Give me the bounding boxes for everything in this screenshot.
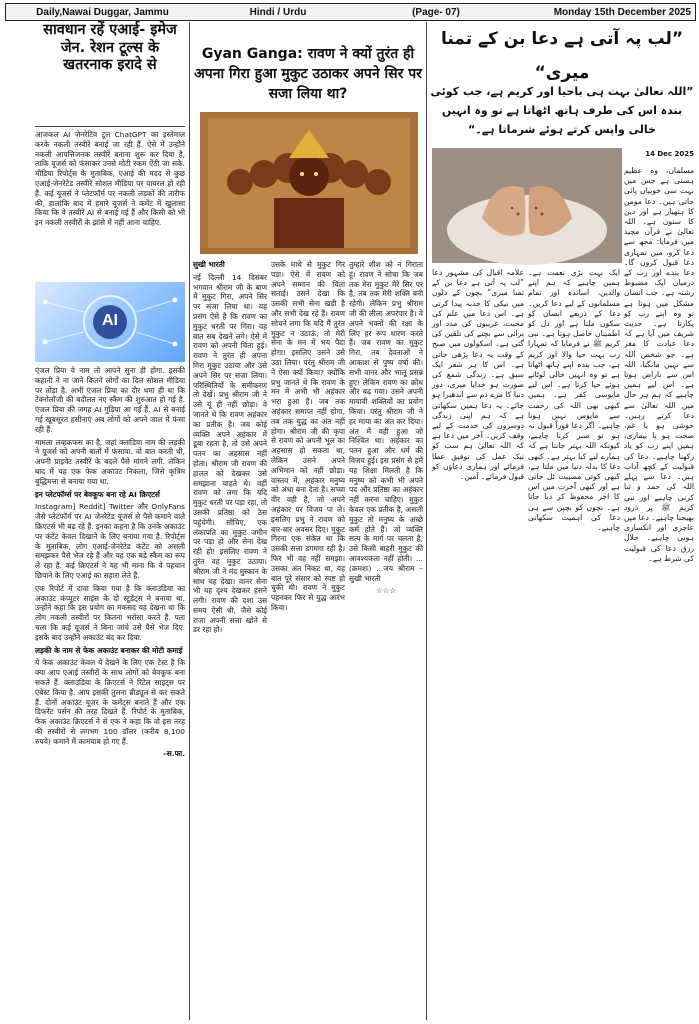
left-headline: सावधान रहें एआई- इमेज जेन. रेशन टूल्स के खतरनाक इरादे से: [43, 22, 177, 73]
right-subhead: ”اللہ تعالیٰ بہت ہی باحیا اور کریم ہے، جب کوئی بندہ اس کی طرف ہاتھ اٹھاتا ہے تو وہ انہیں خالی واپس کرتے ہوئے شرماتا ہے۔“: [430, 85, 694, 136]
middle-text-2: उसके माथे से मुकुट गिर पड़ा। ऐसे में रावण को अपने सम्मान की चिंता सताई। उसने देखा कि उसकी सभी सेना खड़ी है और सभी देख रहे हैं। रावण सोचने लगा कि यदि मैं तुरंत मुकुट न उठाऊं, तो मेरी सेना के मन में भय पैदा होगा। इसलिए उसने उसे उठा लिया। परंतु श्रीराम जी ने ऐसा क्यों किया? क्योंकि प्रभु जानते थे कि रावण के मन में अभी भी अहंकार भरा हुआ है। जब तक अहंकार समाप्त नहीं होगा, तब तक युद्ध का अंत नहीं होगा। श्रीराम जी की कृपा से रावण को अपनी भूल का अहसास हो सकता था, लेकिन उसने अपने अभिमान को नहीं छोड़ा। वास्तव में, अहंकार मनुष्य को अंधा बना देता है। सच्चा वीर वही है, जो अपने अहंकार पर विजय पा ले। इसलिए प्रभु ने रावण को बार-बार अवसर दिए। मुकुट गिरना एक संकेत था कि उसकी सत्ता डगमगा रही है। फिर भी वह नहीं समझा। उसका अंत निकट था, यह बात पूरे संसार को स्पष्ट हो चुकी थी। रावण ने मुकुट पहनकर फिर से युद्ध आरंभ किया।: [271, 260, 345, 612]
middle-end-mark: ☆☆☆: [376, 586, 396, 596]
middle-headline-box: [193, 44, 423, 108]
middle-col-2: [271, 260, 345, 1020]
middle-text-3: तुम्हारे शीश को न गिराता हूं। रावण ने सोचा कि जब तक मेरा मुकुट मेरे सिर पर है, तब तक मेरी शक्ति बनी रहेगी। लेकिन प्रभु श्रीराम जी की लीला अपरंपार है। वे अपने भक्तों की रक्षा के लिए हर रूप धारण करते हैं। जब रावण का मुकुट गिरा, तब देवताओं ने आकाश से पुष्प वर्षा की। सभी वानर और भालू प्रसन्न हुए। लेकिन रावण का क्रोध और बढ़ गया। उसने अपनी मायावी शक्तियों का प्रयोग किया। परंतु श्रीराम जी ने हर माया का अंत कर दिया। अंत में वही हुआ जो निश्चित था। अहंकार का पतन हुआ और धर्म की विजय हुई। इस प्रसंग से हमें यह शिक्षा मिलती है कि मनुष्य को कभी भी अपने पद और प्रतिष्ठा का अहंकार नहीं करना चाहिए। मुकुट केवल एक प्रतीक है, असली मुकुट तो मनुष्य के अच्छे कर्म होते हैं। जो व्यक्ति सत्य के मार्ग पर चलता है, उसे किसी बाहरी मुकुट की आवश्यकता नहीं होती। ... (क्रमशः) ...जय श्रीराम –सुखी भारती: [349, 260, 423, 583]
left-subhead-1: इन प्लेटफॉर्म्स पर बेवकूफ बना रहे AI क्रिएटर्स: [35, 489, 160, 499]
headline-underline: [35, 126, 185, 127]
masthead: [5, 3, 696, 21]
middle-byline: सुखी भारती: [193, 260, 225, 269]
left-signoff: –स.फा.: [163, 749, 185, 759]
left-subhead-2: लड़की के नाम से फेक अकाउंट बनाकर की मोटी कमाई: [35, 645, 183, 655]
right-col-outer: [624, 166, 694, 1020]
right-text-inner: علامہ اقبال کی مشہور دعا ”لب پہ آتی ہے دعا بن کے تمنا میری“ بچوں کے دلوں میں نیکی کا جذبہ پیدا کرتی ہے۔ اس دعا میں علم کی محبت، غریبوں کی مدد اور برائی سے بچنے کی تلقین کی گئی ہے۔ اسکولوں میں صبح کے وقت یہ دعا پڑھی جاتی ہے۔ اس کا ہر شعر ایک سبق ہے۔ زندگی شمع کی صورت ہو خدایا میری، دور دنیا کا مرے دم سے اندھیرا ہو جائے۔ یہ دعا ہمیں سکھاتی ہے کہ ہم اپنی زندگی دوسروں کی خدمت کے لیے وقف کریں۔ آخر میں دعا ہے کہ اللہ تعالیٰ ہم سب کو نیک عمل کی توفیق عطا فرمائے اور ہماری دعاؤں کو قبول فرمائے۔ آمین۔: [432, 268, 524, 482]
right-headline-box: [430, 22, 694, 83]
right-col-mid: [528, 268, 620, 1018]
right-headline: ”لب پہ آتی ہے دعا بن کے تمنا میری“: [440, 29, 683, 83]
dua-hands-image: [432, 148, 622, 263]
middle-col-1: [193, 260, 267, 1020]
middle-col-3: [349, 260, 423, 1020]
middle-headline: Gyan Ganga: रावण ने क्यों तुरंत ही अपना गिरा हुआ मुकुट उठाकर अपने सिर पर सजा लिया था?: [194, 46, 422, 102]
right-date: 14 Dec 2025: [645, 150, 694, 158]
ravana-ten-heads-icon: [200, 112, 418, 254]
right-text-mid: ایک بہت بڑی نعمت ہے۔ ہمیں چاہیے کہ ہم اپنے والدین، اساتذہ اور تمام مسلمانوں کے لیے دعا کریں۔ دعا کے ذریعے انسان کو سکون ملتا ہے اور دل کو اطمینان حاصل ہوتا ہے۔ نبی کریم ﷺ نے فرمایا کہ تمہارا رب بہت حیا والا اور کریم ہے، جب بندہ اپنے ہاتھ اٹھاتا ہے تو وہ انہیں خالی لوٹاتے ہوئے حیا کرتا ہے۔ اس لیے مایوسی کفر ہے۔ ہمیں کبھی بھی اللہ کی رحمت سے مایوس نہیں ہونا چاہیے۔ اگر دعا فوراً قبول نہ ہو تو صبر کرنا چاہیے، کیونکہ اللہ بہتر جانتا ہے کہ ہمارے لیے کیا بہتر ہے۔ کبھی دعا کا بدلہ دنیا میں ملتا ہے، کبھی کوئی مصیبت ٹل جاتی ہے اور کبھی آخرت میں اس کا اجر محفوظ کر دیا جاتا ہے۔ بچوں کو بچپن سے ہی دعا کی اہمیت سکھانی چاہیے۔: [528, 268, 620, 533]
right-text-outer: مسلمان، وہ عظیم ہستی ہے جس میں بہت سی خوبیاں پائی جاتی ہیں۔ دعا مومن کا ہتھیار ہے اور دین کا ستون ہے۔ اللہ تعالیٰ نے قرآن مجید میں فرمایا: مجھ سے دعا کرو، میں تمہاری دعا قبول کروں گا۔ دعا بندے اور رب کے درمیان ایک مضبوط رشتہ ہے۔ جب انسان مشکل میں ہوتا ہے تو وہ اپنے رب کو پکارتا ہے۔ حدیث شریف میں آیا ہے کہ دعا عبادت کا مغز ہے۔ جو شخص اللہ سے نہیں مانگتا، اللہ اس سے ناراض ہوتا ہے۔ اس لیے ہمیں چاہیے کہ ہم ہر حال میں اللہ تعالیٰ سے دعا کرتے رہیں۔ خوشی ہو یا غم، صحت ہو یا بیماری، ہمیں اپنے رب کو یاد رکھنا چاہیے۔ دعا کی قبولیت کے کچھ آداب ہیں۔ دعا سے پہلے اللہ کی حمد و ثنا کرنی چاہیے اور نبی کریم ﷺ پر درود بھیجنا چاہیے۔ دعا میں عاجزی اور انکساری ہونی چاہیے۔ حلال رزق دعا کی قبولیت کی شرط ہے۔: [624, 166, 694, 563]
ai-image-label: AI: [102, 312, 118, 329]
language-label: Hindi / Urdu: [249, 6, 307, 18]
right-subhead-box: [430, 82, 694, 144]
left-para-1: आजकल AI जेनरेटिव टूल ChatGPT का इस्तेमाल करके नकली तस्वीरें बनाई जा रही हैं. ऐसे में उन्होंने नकली आपत्तिजनक तस्वीरें बनाना शुरू कर दिया है, ताकि यूजर्स को फंसाकर उनसे मोटी रकम ऐंठी जा सके. मीडिया रिपोर्ट्स के मुताबिक, एआई की मदद से कुछ एआई-जेनरेटेड तस्वीरें सोशल मीडिया पर वायरल हो रही हैं. कई यूजर्स ने प्लेटफॉर्म पर नकली लड़कों की तारीफ की, हालांकि बाद में हमारे यूजर्स ने कमेंट में खुलासा किया कि ये तस्वीरें AI से बनाई गई हैं और किसी को भी इन नकली तस्वीरों के झांसे में नहीं आना चाहिए.: [35, 130, 185, 228]
issue-date: Monday 15th December 2025: [553, 6, 691, 18]
middle-body: [193, 260, 423, 1020]
left-para-6: एक रिपोर्ट में दावा किया गया है कि क्लाउडिया का अकाउंट कंप्यूटर साइंस के दो स्टूडेंट्स ने बनाया था. उन्होंने कहा कि इस प्रयोग का मकसद यह देखना था कि लोग नकली तस्वीरों पर कितना भरोसा करते हैं. पता चला कि कई यूजर्स ने बिना जांचे उसे पैसे भेज दिए. इसके बाद उन्होंने अकाउंट बंद कर दिया.: [35, 583, 185, 642]
column-divider: [189, 22, 190, 1020]
left-intro: [35, 130, 185, 280]
left-body: [35, 366, 185, 1018]
left-headline-box: [35, 22, 185, 132]
middle-text-1: नई दिल्ली 14 दिसंबर भगवान श्रीराम जी के बाण में मुकुट गिरा, अपने सिर पर सजा लिया था। यह प्रसंग ऐसे है कि रावण का मुकुट धरती पर गिरा। वह बात सब देखने लगे। ऐसे में रावण को अपनी चिंता हुई। रावण ने तुरंत ही अपना गिरा मुकुट उठाया और उसे अपने सिर पर सजा लिया। परिस्थितियों के समीकरण तो देखें। प्रभु श्रीराम जी ने उसे यूं ही नहीं छोड़ा। वे जानते थे कि रावण अहंकार का प्रतीक है। जब कोई व्यक्ति अपने अहंकार में डूबा रहता है, तो उसे अपने पतन का अहसास नहीं होता। श्रीराम जी रावण की हालत को देखकर उसे समझाना चाहते थे। वहीं रावण को लगा कि यदि मुकुट धरती पर पड़ा रहा, तो उसकी प्रतिष्ठा को ठेस पहुंचेगी। सोचिए, एक लंकापति का मुकुट जमीन पर पड़ा हो और सेना देख रही हो! इसलिए रावण ने तुरंत वह मुकुट उठाया। श्रीराम जी ने मंद मुस्कान के साथ यह देखा। वानर सेना भी यह दृश्य देखकर हंसने लगी। रावण की दशा उस समय ऐसी थी, जैसे कोई राजा अपनी सत्ता खोने से डर रहा हो।: [193, 272, 267, 635]
left-para-8: ये फेक अकाउंट केवल ये देखने के लिए एक टेस्ट है कि क्या आप एआई तस्वीरों के साथ लोगों को बेवकूफ बना सकते हैं. क्लाउडिया के क्रिएटर्स ने रिटेल साइट्स पर एंबेस्ट किया है. आप इसकी तुलना ब्रीड्यूल से कर सकते हैं. दोनों अकाउंट यूजर के कमेंट्स बनाते हैं और एक डिफरेंट पर्सन की तरह दिखते हैं. रिपोर्ट के मुताबिक, फेक अकाउंट क्रिएटर्स ने से एक ने कहा कि वो इस तरह की तस्वीरों से लगभग 100 डॉलर (करीब 8,100 रुपये) कमाने में कामयाब हो गए हैं.: [35, 658, 185, 746]
ravana-image: [200, 112, 418, 254]
left-para-2: एंजल प्रिया ये नाम तो आपने सुना ही होगा. इसकी कहानी ने ना जाने कितने लोगों का दिल सोशल मीडिया पर तोड़ा है. अभी एंजल प्रिया का दौर थमा ही था कि टेक्नोलॉजी की बदौलत नए स्कैम की शुरुआत हो गई है. एंजल प्रिया की जगह AI गुड़िया आ गई हैं. AI से बनाई गई खूबसूरत हसीनाएं अब लोगों को अपने जाल में फंसा रही हैं.: [35, 366, 185, 434]
right-col-inner: [432, 268, 524, 1018]
paper-name: Daily,Nawai Duggar, Jammu: [36, 6, 169, 18]
right-date-box: [624, 150, 694, 164]
column-divider: [426, 22, 427, 1020]
page-number: (Page- 07): [412, 6, 460, 18]
ai-illustration: [35, 282, 185, 362]
left-para-5: Instagram] Reddit] Twitter और OnlyFans जैसे प्लेटफॉर्म पर AI जेनरेटेड यूजर्स से पैसे कमाने वाले क्रिएटर्स भी बढ़ रहे हैं. इनका कहना है कि उनके अकाउंट पर कंटेंट केवल दिखाने के लिए बनाया गया है. रिपोर्ट्स के मुताबिक, लोग एआई-जेनरेटेड कंटेंट को असली समझकर पैसे भेज रहे हैं और यह एक बड़े स्कैम का रूप ले रहा है. कई क्रिएटर्स ने यह भी माना कि वे पहचान छिपाने के लिए एआई का सहारा लेते हैं.: [35, 502, 185, 580]
praying-hands-icon: [432, 148, 622, 263]
left-para-3: मामला लव्हकफस का है, जहां क्लाडिया नाम की लड़की ने यूजर्स को अपनी बातों में फंसाया. वो बात करती थी, अपनी प्राइवेट तस्वीरें के बदले पैसे मांगने लगी. लेकिन बाद में यह एक फेक अकाउंट निकला, जिसे कृत्रिम बुद्धिमत्ता से बनाया गया था.: [35, 437, 185, 486]
